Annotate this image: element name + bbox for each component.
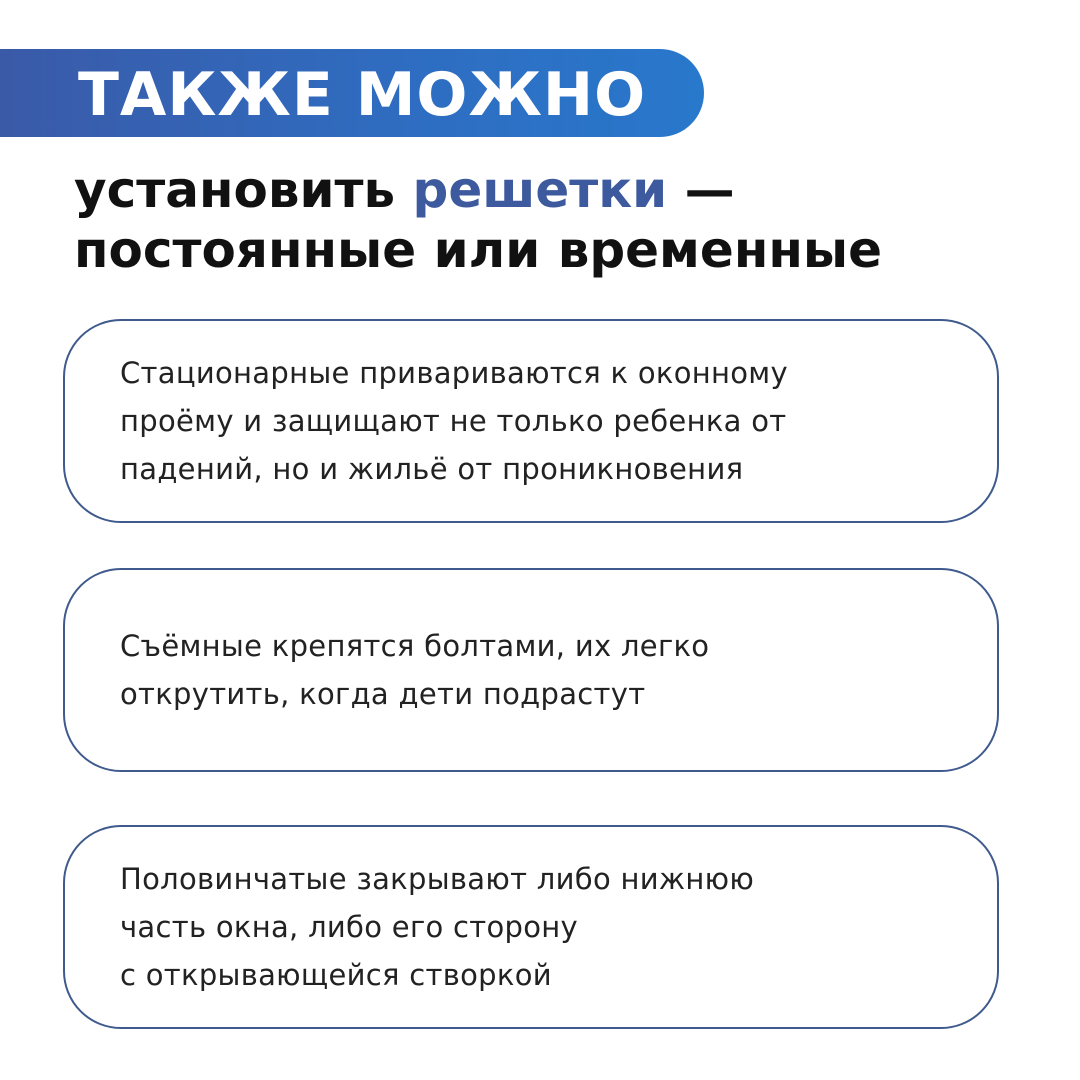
banner-title: ТАКЖЕ МОЖНО bbox=[78, 60, 647, 130]
card-text bbox=[120, 622, 709, 718]
card-line: часть окна, либо его сторону bbox=[120, 910, 578, 944]
card-line: с открывающейся створкой bbox=[120, 958, 552, 992]
card-line: проёму и защищают не только ребенка от bbox=[120, 404, 787, 438]
page-heading bbox=[74, 160, 882, 280]
info-card-removable bbox=[63, 568, 999, 772]
card-line: Половинчатые закрывают либо нижнюю bbox=[120, 862, 755, 896]
card-line: открутить, когда дети подрастут bbox=[120, 677, 646, 711]
heading-accent-word: решетки bbox=[412, 161, 668, 219]
card-line: Стационарные привариваются к оконному bbox=[120, 356, 788, 390]
card-line: падений, но и жильё от проникновения bbox=[120, 452, 744, 486]
info-card-half bbox=[63, 825, 999, 1029]
heading-line1-suffix: — bbox=[667, 161, 735, 219]
heading-line1-prefix: установить bbox=[74, 161, 413, 219]
heading-line2: постоянные или временные bbox=[74, 221, 883, 279]
card-text bbox=[120, 349, 788, 493]
card-text bbox=[120, 855, 754, 999]
info-card-stationary bbox=[63, 319, 999, 523]
card-line: Съёмные крепятся болтами, их легко bbox=[120, 629, 710, 663]
